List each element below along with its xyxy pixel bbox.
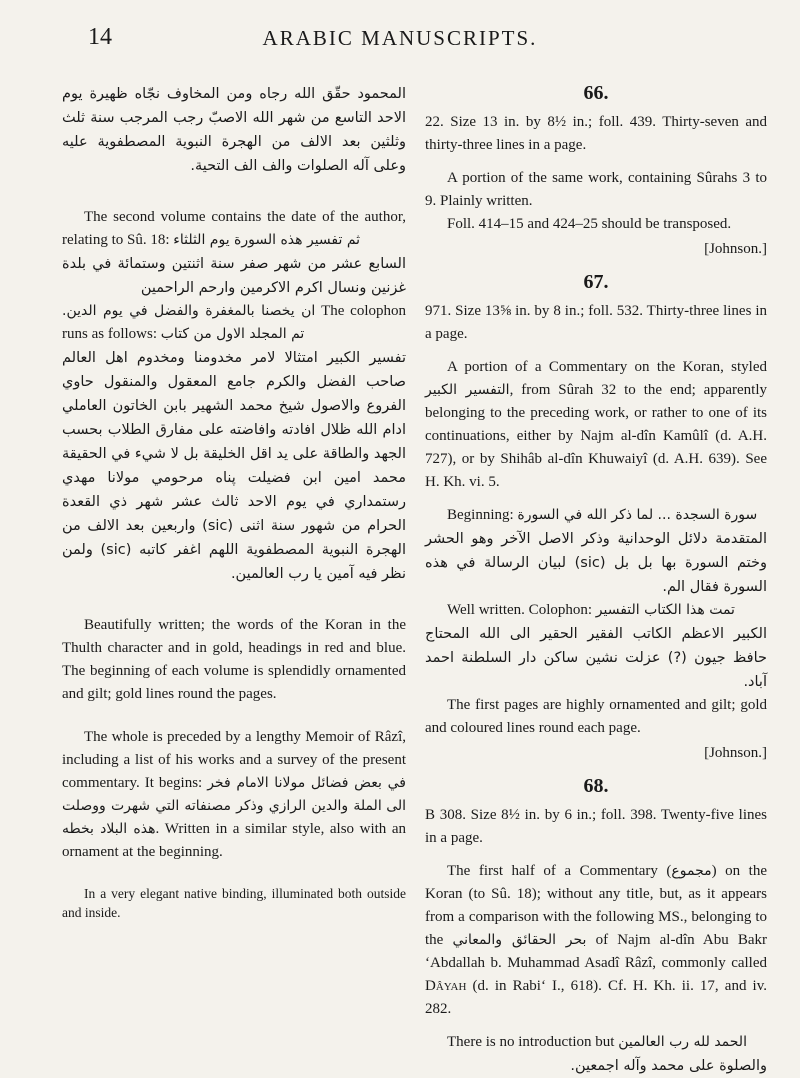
memoir-text-end: . Written in a similar style, also with an ornament at the beginning. [62, 821, 406, 860]
entry-size: 971. Size 13⅝ in. by 8 in.; foll. 532. Thirty-three lines in a page. [425, 303, 767, 342]
entry-size: 22. Size 13 in. by 8½ in.; foll. 439. Thirty-seven and thirty-three lines in a page. [425, 114, 767, 153]
arabic-inline-date: ثم تفسير هذه السورة يوم الثلثاء [173, 232, 361, 248]
beginning-label-line [425, 504, 767, 527]
entry-credit: [Johnson.] [704, 241, 767, 257]
description-text-4: (d. in Rabi‘ I., 618). Cf. H. Kh. ii. 17, and iv. 282. [425, 978, 767, 1017]
arabic-beginning-2: المتقدمة دلائل الوحدانية وذكر الاصل الآخر وهو الحشر وختم السورة بها بل بل (sic) لبيان الرسالة في هذه السورة فقال الم. [425, 531, 767, 595]
introduction-line [425, 1031, 767, 1054]
description-text-2: ) on the Koran (to Sû. 18); without any title, but, as it appears from a comparison with the following MS., belonging to the [425, 863, 767, 948]
entry-number: 68. [583, 775, 609, 797]
arabic-inline-title: بحر الحقائق والمعاني [452, 932, 587, 948]
arabic-memoir-begin-3: الى هذه البلاد بخطه [62, 798, 407, 837]
arabic-introduction-1: الحمد لله رب العالمين [618, 1034, 747, 1050]
entry-description: A portion of the same work, containing Sûrahs 3 to 9. Plainly written. [425, 170, 767, 209]
arabic-passage-closing: المحمود حقّق الله رجاه ومن المخاوف نجّاه ظهيرة يوم الاحد التاسع من شهر الله الاصبّ رجب المرجب سنة ثلث وثلثين بعد الالف من الهجرة النبوية المصطفوية عليه وعلى آله الصلوات والف الف التحية. [62, 86, 406, 174]
entry-description [425, 860, 767, 1021]
arabic-colophon-2: الكبير الاعظم الكاتب الفقير الحقير الى الله المحتاج حافظ جيون (?) عزلت نشين ساكن دار السلطنة احمد آباد. [425, 626, 767, 690]
page-header [0, 16, 800, 56]
author-epithet: Dâyah [425, 978, 467, 994]
description-text: A portion of a Commentary on the Koran, styled [447, 359, 767, 375]
colophon-label-line [425, 599, 767, 622]
arabic-memoir-begin-2: الملة والدين الرازي وذكر مصنفاته التي شهرت ووصلت [62, 798, 382, 814]
entry-number: 67. [583, 271, 609, 293]
arabic-passage-date: السابع عشر من شهر صفر سنة اثنتين وستمائة في بلدة غزنين ونسال اكرم الاكرمين وارحم الراحمين [62, 256, 406, 296]
beginning-label: Beginning: [447, 507, 514, 523]
ornament-note: The first pages are highly ornamented and gilt; gold and coloured lines round each page. [425, 697, 767, 736]
arabic-introduction-2: والصلوة على محمد وآله اجمعين. [570, 1058, 767, 1074]
arabic-colophon: تفسير الكبير امتثالا لامر مخدومنا ومخدوم اهل العالم صاحب الفضل والكرم جامع المعقول والمنقول حاوي الفروع والاصول شيخ محمد الشهير بابن الخاتون العاملي ادام الله ظلال افادته وافاضته على مفارق الطلاب بحسب الجهد والطاقة على يد اقل الخليقة بل لا شيء في الحقيقة محمد امين ابن فضيلت پناه مرحومي مولانا مهدي رستمداري في يوم الاحد ثالث عشر شهر ذي القعدة الحرام من شهور سنة اثنى (sic) واربعين بعد الالف من الهجرة النبوية المصطفوية اللهم اغفر كاتبه (sic) ولمن نظر فيه آمين يا رب العالمين. [62, 350, 406, 582]
memoir-text: The whole is preceded by a lengthy Memoir of Râzî, including a list of his works and a survey of the present commentary. It begins: [62, 729, 406, 791]
entry-note: Foll. 414–15 and 424–25 should be transposed. [447, 216, 732, 232]
entry-size: B 308. Size 8½ in. by 6 in.; foll. 398. Twenty-five lines in a page. [425, 807, 767, 846]
description-text-cont: , from Sûrah 32 to the end; apparently belonging to the preceding work, or rather to one of its continuations, either by Najm al-dîn Kamûlî (d. A.H. 727), or by Shihâb al-dîn Khuwaiyî (d. A.H. 639). See H. Kh. vi. 5. [425, 382, 767, 490]
running-head: ARABIC MANUSCRIPTS. [262, 26, 538, 50]
second-volume-text: The second volume contains the date of the author, relating to Sû. 18: [62, 209, 406, 248]
arabic-inline-prayer: ان يخصنا بالمغفرة والفضل في يوم الدين. [62, 303, 316, 319]
page-number: 14 [88, 24, 112, 50]
colophon-label: Well written. Colophon: [447, 602, 593, 618]
arabic-beginning-1: سورة السجدة ... لما ذكر الله في السورة [517, 507, 758, 523]
memoir-paragraph [62, 726, 406, 864]
right-column [425, 82, 767, 1078]
entry-number: 66. [583, 82, 609, 104]
arabic-inline-colophon-start: تم المجلد الاول من كتاب [160, 326, 305, 342]
arabic-memoir-begin-1: في بعض فضائل مولانا الامام فخر [207, 775, 406, 791]
entry-credit: [Johnson.] [704, 745, 767, 761]
binding-note: In a very elegant native binding, illuminated both outside and inside. [62, 886, 406, 920]
description-text: The first half of a Commentary ( [447, 863, 672, 879]
description-text-3: of Najm al-dîn Abu Bakr ‘Abdallah b. Muhammad Asadî Râzî, commonly called [425, 932, 768, 971]
introduction-text: There is no introduction but [447, 1034, 615, 1050]
entry-66 [425, 82, 767, 261]
entry-68 [425, 775, 767, 1078]
colophon-intro-text: The colophon runs as follows: [62, 303, 406, 342]
arabic-colophon-1: تمت هذا الكتاب التفسير [595, 602, 735, 618]
colophon-intro-paragraph [62, 300, 406, 346]
arabic-inline-term: مجموع [671, 863, 712, 879]
entry-description [425, 356, 767, 494]
description-paragraph: Beautifully written; the words of the Koran in the Thulth character and in gold, headings in red and blue. The beginning of each volume is splendidly ornamented and gilt; gold lines round the pages. [62, 617, 406, 702]
entry-67 [425, 271, 767, 765]
left-column [62, 82, 406, 922]
arabic-inline-title: التفسير الكبير [425, 382, 510, 398]
second-volume-paragraph [62, 206, 406, 252]
